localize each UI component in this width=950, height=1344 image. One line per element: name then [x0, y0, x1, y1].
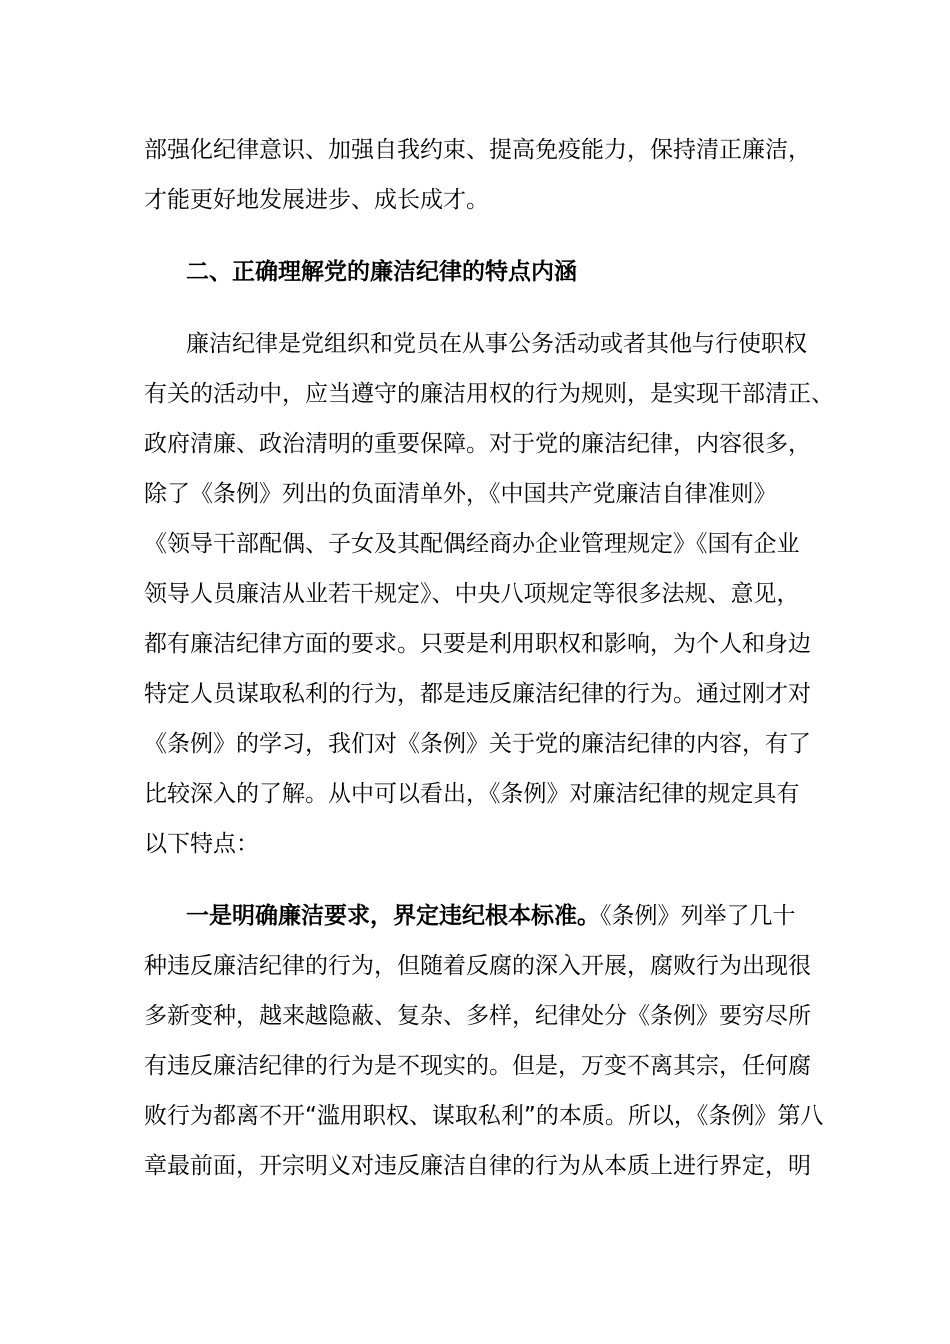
- paragraph-line: 败行为都离不开“滥用职权、谋取私利”的本质。所以，《条例》第八: [144, 1103, 824, 1129]
- paragraph-line: 章最前面，开宗明义对违反廉洁自律的行为从本质上进行界定，明: [144, 1153, 811, 1179]
- paragraph-line: 《条例》的学习，我们对《条例》关于党的廉洁纪律的内容，有了: [144, 731, 811, 757]
- paragraph-line: 才能更好地发展进步、成长成才。: [144, 187, 489, 213]
- paragraph-line: 以下特点：: [144, 831, 259, 857]
- paragraph-line: 比较深入的了解。从中可以看出，《条例》对廉洁纪律的规定具有: [144, 781, 800, 807]
- paragraph-line: 部强化纪律意识、加强自我约束、提高免疫能力，保持清正廉洁，: [144, 137, 811, 163]
- paragraph-line: 多新变种，越来越隐蔽、复杂、多样，纪律处分《条例》要穷尽所: [144, 1003, 811, 1029]
- section-heading: 二、正确理解党的廉洁纪律的特点内涵: [186, 259, 577, 285]
- paragraph-line: 有违反廉洁纪律的行为是不现实的。但是，万变不离其宗，任何腐: [144, 1053, 811, 1079]
- paragraph-line: 种违反廉洁纪律的行为，但随着反腐的深入开展，腐败行为出现很: [144, 953, 811, 979]
- paragraph-line: 政府清廉、政治清明的重要保障。对于党的廉洁纪律，内容很多，: [144, 431, 811, 457]
- point-one-line: [186, 901, 796, 931]
- paragraph-line: 《领导干部配偶、子女及其配偶经商办企业管理规定》《国有企业: [144, 531, 800, 557]
- point-one-text: 《条例》列举了几十: [600, 903, 796, 929]
- paragraph-line: 都有廉洁纪律方面的要求。只要是利用职权和影响，为个人和身边: [144, 631, 811, 657]
- paragraph-line: 有关的活动中，应当遵守的廉洁用权的行为规则，是实现干部清正、: [144, 381, 834, 407]
- paragraph-line: 除了《条例》列出的负面清单外，《中国共产党廉洁自律准则》: [144, 481, 777, 507]
- point-one-heading: 一是明确廉洁要求，界定违纪根本标准。: [186, 903, 600, 929]
- paragraph-line: 领导人员廉洁从业若干规定》、中央八项规定等很多法规、意见，: [144, 581, 800, 607]
- paragraph-line: 特定人员谋取私利的行为，都是违反廉洁纪律的行为。通过刚才对: [144, 681, 811, 707]
- paragraph-line: 廉洁纪律是党组织和党员在从事公务活动或者其他与行使职权: [186, 331, 807, 357]
